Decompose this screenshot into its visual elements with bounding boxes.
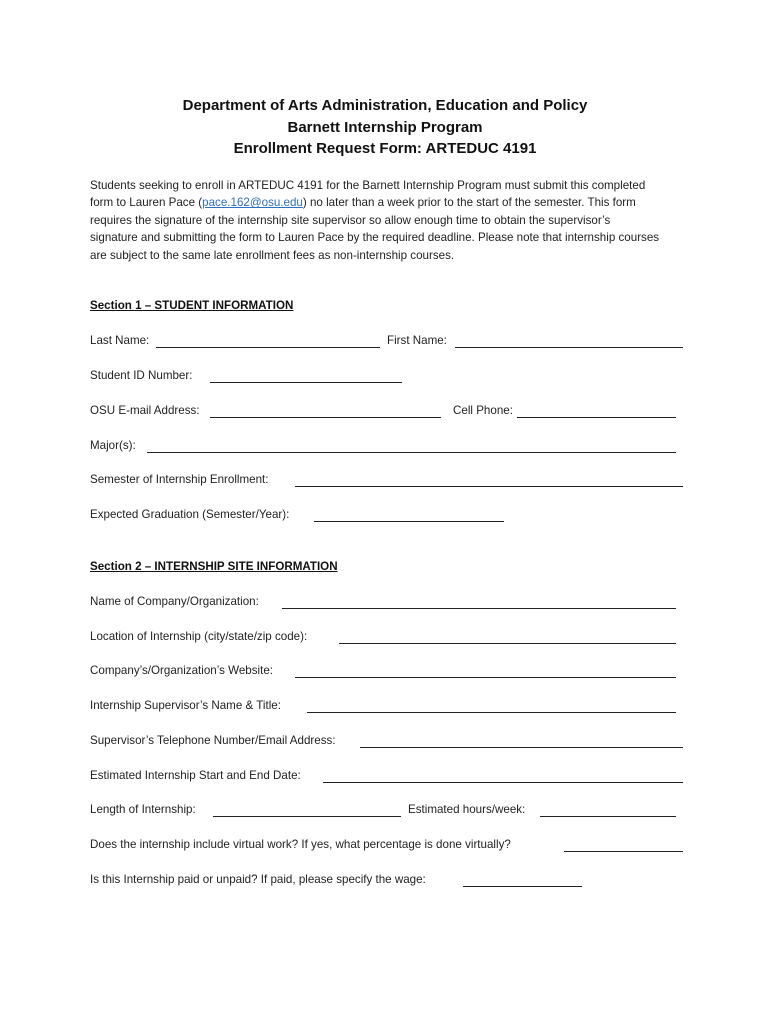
form-header xyxy=(0,95,770,160)
virtual-field[interactable] xyxy=(564,851,683,852)
cell-phone-field[interactable] xyxy=(517,417,676,418)
supervisor-contact-field[interactable] xyxy=(360,747,683,748)
hours-field[interactable] xyxy=(540,816,676,817)
email-link[interactable]: pace.162@osu.edu xyxy=(202,196,303,210)
intro-text-start: Students seeking to enroll in ARTEDUC 4191 for the Barnett Internship Program must submit this completed form to Lauren Pace ( xyxy=(90,179,646,210)
dates-field[interactable] xyxy=(323,782,683,783)
graduation-label: Expected Graduation (Semester/Year): xyxy=(90,508,290,521)
department-title: Department of Arts Administration, Education and Policy xyxy=(182,97,588,114)
supervisor-field[interactable] xyxy=(307,712,676,713)
form-title: Enrollment Request Form: ARTEDUC 4191 xyxy=(233,140,537,157)
program-title: Barnett Internship Program xyxy=(287,118,483,136)
location-label: Location of Internship (city/state/zip code): xyxy=(90,630,308,643)
virtual-label: Does the internship include virtual work? If yes, what percentage is done virtually? xyxy=(90,838,511,851)
first-name-label: First Name: xyxy=(387,334,447,347)
student-id-label: Student ID Number: xyxy=(90,369,193,382)
location-field[interactable] xyxy=(339,643,676,644)
paid-field[interactable] xyxy=(463,886,582,887)
section2-title: Section 2 – INTERNSHIP SITE INFORMATION xyxy=(90,560,338,573)
osu-email-field[interactable] xyxy=(210,417,441,418)
length-field[interactable] xyxy=(213,816,401,817)
majors-label: Major(s): xyxy=(90,439,136,452)
semester-field[interactable] xyxy=(295,486,683,487)
hours-label: Estimated hours/week: xyxy=(408,803,526,816)
last-name-field[interactable] xyxy=(156,347,380,348)
cell-phone-label: Cell Phone: xyxy=(453,404,513,417)
first-name-field[interactable] xyxy=(455,347,683,348)
graduation-field[interactable] xyxy=(314,521,504,522)
supervisor-label: Internship Supervisor’s Name & Title: xyxy=(90,699,281,712)
osu-email-label: OSU E-mail Address: xyxy=(90,404,200,417)
majors-field[interactable] xyxy=(147,452,676,453)
supervisor-contact-label: Supervisor’s Telephone Number/Email Address: xyxy=(90,734,336,747)
semester-label: Semester of Internship Enrollment: xyxy=(90,473,269,486)
length-label: Length of Internship: xyxy=(90,803,196,816)
paid-label: Is this Internship paid or unpaid? If paid, please specify the wage: xyxy=(90,873,426,886)
website-label: Company’s/Organization’s Website: xyxy=(90,664,274,677)
dates-label: Estimated Internship Start and End Date: xyxy=(90,769,301,782)
intro-text-end: ) no later than a week prior to the start of the semester. This form requires the signature of the internship site supervisor so allow enough time to obtain the supervisor’s signature and submitting the form to Lauren Pace by the required deadline. Please note that internship courses are subject to the same late enrollment fees as non-internship courses. xyxy=(90,196,660,262)
section1-title: Section 1 – STUDENT INFORMATION xyxy=(90,299,294,312)
intro-paragraph xyxy=(90,177,660,264)
last-name-label: Last Name: xyxy=(90,334,150,347)
website-field[interactable] xyxy=(295,677,676,678)
company-label: Name of Company/Organization: xyxy=(90,595,259,608)
student-id-field[interactable] xyxy=(210,382,402,383)
company-field[interactable] xyxy=(282,608,676,609)
